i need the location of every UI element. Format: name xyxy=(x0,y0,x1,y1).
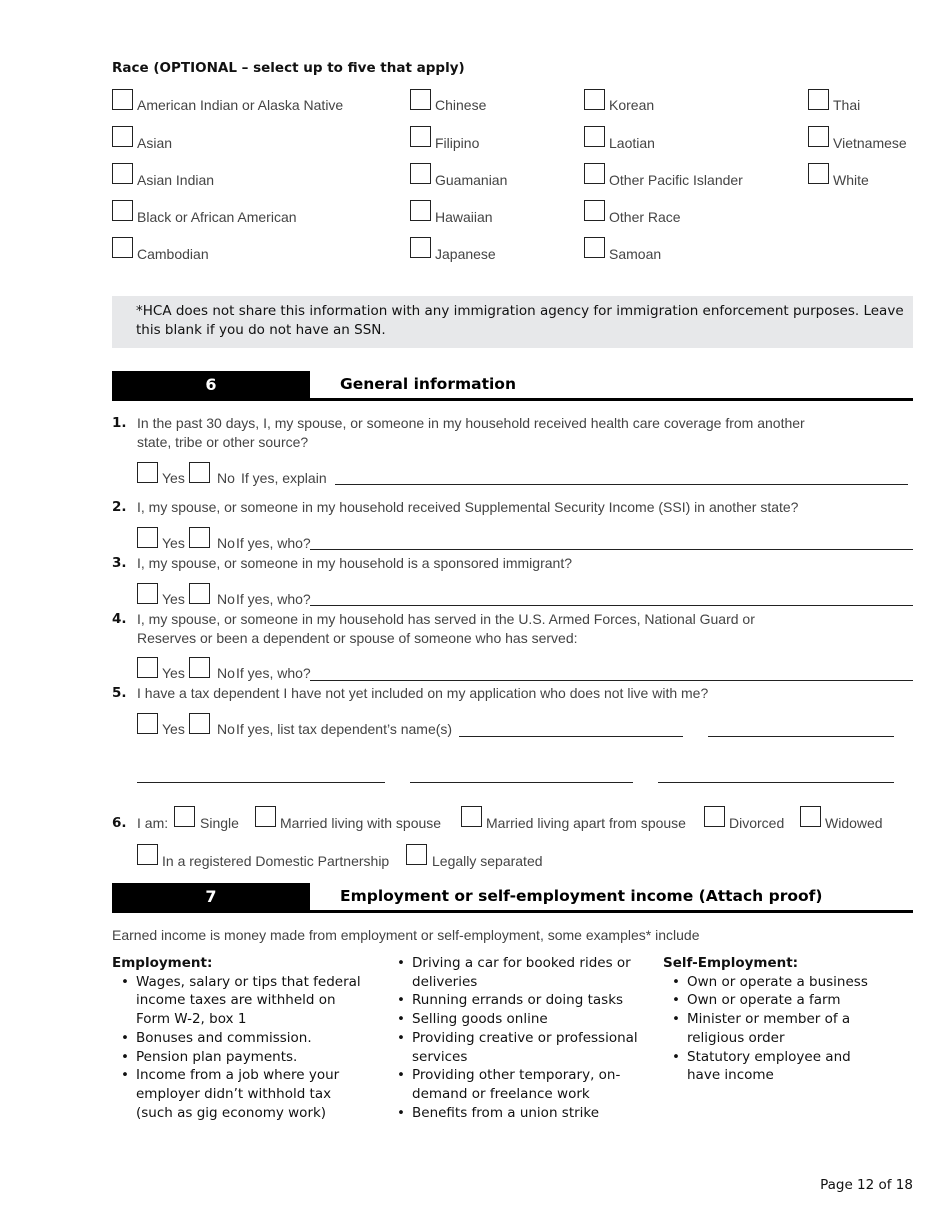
question-1-text: In the past 30 days, I, my spouse, or someone in my household received health care coverage from another state, tribe or other source? xyxy=(137,415,805,450)
question-5-no-checkbox[interactable] xyxy=(189,713,210,734)
question-5-yes-checkbox[interactable] xyxy=(137,713,158,734)
question-4-who-line[interactable] xyxy=(310,680,913,681)
immigration-note-text: *HCA does not share this information with any immigration agency for immigration enforcement purposes. Leave this blank if you do not have an SSN. xyxy=(136,303,904,338)
gig-work-column xyxy=(388,954,638,1122)
section-7-title: Employment or self-employment income (Attach proof) xyxy=(340,887,823,905)
race-label-vietnamese: Vietnamese xyxy=(833,135,907,151)
question-5-name-line-4[interactable] xyxy=(410,782,633,783)
marital-domestic-partnership-checkbox[interactable] xyxy=(137,844,158,865)
section-6-title: General information xyxy=(340,375,516,393)
question-4-number: 4. xyxy=(112,611,127,627)
earned-income-intro: Earned income is money made from employment or self-employment, some examples* include xyxy=(112,927,700,943)
gig-work-item: • Running errands or doing tasks xyxy=(388,991,638,1010)
question-3-text: I, my spouse, or someone in my household is a sponsored immigrant? xyxy=(137,555,572,571)
question-2-no-label: No xyxy=(217,535,235,551)
question-5-followup-label: If yes, list tax dependent’s name(s) xyxy=(236,721,453,737)
marital-widowed-checkbox[interactable] xyxy=(800,806,821,827)
marital-married-with-spouse-label: Married living with spouse xyxy=(280,815,442,831)
marital-widowed-label: Widowed xyxy=(825,815,883,831)
employment-item: • Pension plan payments. xyxy=(112,1048,362,1067)
question-2-no-checkbox[interactable] xyxy=(189,527,210,548)
question-6-number: 6. xyxy=(112,815,127,831)
question-5-number: 5. xyxy=(112,685,127,701)
question-3-yes-label: Yes xyxy=(162,591,185,607)
race-checkbox-korean[interactable] xyxy=(584,89,605,110)
employment-heading: Employment: xyxy=(112,955,213,971)
self-employment-item: • Minister or member of a religious order xyxy=(663,1010,873,1047)
self-employment-item: • Statutory employee and have income xyxy=(663,1048,873,1085)
question-1-yes-label: Yes xyxy=(162,470,185,486)
question-4-followup-label: If yes, who? xyxy=(236,665,311,681)
gig-work-item: • Benefits from a union strike xyxy=(388,1104,638,1123)
race-label-asian-indian: Asian Indian xyxy=(137,172,215,188)
immigration-note xyxy=(112,296,913,348)
question-3-followup-label: If yes, who? xyxy=(236,591,311,607)
marital-label: I am: xyxy=(137,815,169,831)
question-2-yes-checkbox[interactable] xyxy=(137,527,158,548)
marital-married-with-spouse-checkbox[interactable] xyxy=(255,806,276,827)
question-5-name-line-1[interactable] xyxy=(459,736,683,737)
section-6-number: 6 xyxy=(112,371,310,398)
race-label-other-pacific-islander: Other Pacific Islander xyxy=(609,172,743,188)
section-6-header xyxy=(112,371,913,401)
question-3-no-checkbox[interactable] xyxy=(189,583,210,604)
race-label-other-race: Other Race xyxy=(609,209,681,225)
question-1-yes-checkbox[interactable] xyxy=(137,462,158,483)
question-1-number: 1. xyxy=(112,415,127,431)
question-1-followup-label: If yes, explain xyxy=(241,470,327,486)
marital-legally-separated-label: Legally separated xyxy=(432,853,543,869)
race-label-hawaiian: Hawaiian xyxy=(435,209,493,225)
question-2-followup-label: If yes, who? xyxy=(236,535,311,551)
race-label-american-indian: American Indian or Alaska Native xyxy=(137,97,344,113)
race-checkbox-vietnamese[interactable] xyxy=(808,126,829,147)
race-checkbox-samoan[interactable] xyxy=(584,237,605,258)
question-5-no-label: No xyxy=(217,721,235,737)
gig-work-item: • Providing other temporary, on-demand or freelance work xyxy=(388,1066,638,1103)
marital-single-label: Single xyxy=(200,815,239,831)
marital-domestic-partnership-label: In a registered Domestic Partnership xyxy=(162,853,390,869)
race-label-filipino: Filipino xyxy=(435,135,480,151)
employment-item: • Bonuses and commission. xyxy=(112,1029,362,1048)
question-3-no-label: No xyxy=(217,591,235,607)
question-2-text: I, my spouse, or someone in my household received Supplemental Security Income (SSI) in another state? xyxy=(137,499,799,515)
question-1-no-checkbox[interactable] xyxy=(189,462,210,483)
marital-divorced-label: Divorced xyxy=(729,815,785,831)
race-label-korean: Korean xyxy=(609,97,655,113)
race-checkbox-chinese[interactable] xyxy=(410,89,431,110)
employment-item: • Wages, salary or tips that federal income taxes are withheld on Form W-2, box 1 xyxy=(112,973,362,1029)
race-label-white: White xyxy=(833,172,869,188)
self-employment-item: • Own or operate a business xyxy=(663,973,873,992)
race-label-black: Black or African American xyxy=(137,209,297,225)
race-checkbox-guamanian[interactable] xyxy=(410,163,431,184)
question-3-who-line[interactable] xyxy=(310,605,913,606)
marital-legally-separated-checkbox[interactable] xyxy=(406,844,427,865)
question-5-name-line-3[interactable] xyxy=(137,782,385,783)
gig-work-item: • Selling goods online xyxy=(388,1010,638,1029)
question-1-explain-line[interactable] xyxy=(335,484,908,485)
question-4-yes-checkbox[interactable] xyxy=(137,657,158,678)
employment-column xyxy=(112,954,362,1122)
self-employment-item: • Own or operate a farm xyxy=(663,991,873,1010)
question-4-yes-label: Yes xyxy=(162,665,185,681)
gig-work-item: • Providing creative or professional services xyxy=(388,1029,638,1066)
question-3-yes-checkbox[interactable] xyxy=(137,583,158,604)
question-5-yes-label: Yes xyxy=(162,721,185,737)
page-number: Page 12 of 18 xyxy=(820,1177,913,1193)
question-5-text: I have a tax dependent I have not yet included on my application who does not live with me? xyxy=(137,685,709,701)
race-checkbox-hawaiian[interactable] xyxy=(410,200,431,221)
self-employment-column xyxy=(663,954,873,1085)
race-checkbox-other-race[interactable] xyxy=(584,200,605,221)
race-checkbox-other-pacific-islander[interactable] xyxy=(584,163,605,184)
race-checkbox-asian-indian[interactable] xyxy=(112,163,133,184)
question-4-no-checkbox[interactable] xyxy=(189,657,210,678)
section-7-number: 7 xyxy=(112,883,310,910)
race-checkbox-white[interactable] xyxy=(808,163,829,184)
gig-work-item: • Driving a car for booked rides or deliveries xyxy=(388,954,638,991)
marital-divorced-checkbox[interactable] xyxy=(704,806,725,827)
question-4-no-label: No xyxy=(217,665,235,681)
race-label-laotian: Laotian xyxy=(609,135,655,151)
race-checkbox-american-indian[interactable] xyxy=(112,89,133,110)
race-checkbox-black[interactable] xyxy=(112,200,133,221)
question-2-number: 2. xyxy=(112,499,127,515)
race-checkbox-thai[interactable] xyxy=(808,89,829,110)
race-label-cambodian: Cambodian xyxy=(137,246,209,262)
race-checkbox-asian[interactable] xyxy=(112,126,133,147)
race-checkbox-cambodian[interactable] xyxy=(112,237,133,258)
question-2-yes-label: Yes xyxy=(162,535,185,551)
race-checkbox-japanese[interactable] xyxy=(410,237,431,258)
race-label-japanese: Japanese xyxy=(435,246,496,262)
marital-single-checkbox[interactable] xyxy=(174,806,195,827)
race-label-samoan: Samoan xyxy=(609,246,662,262)
section-7-header xyxy=(112,883,913,913)
race-checkbox-laotian[interactable] xyxy=(584,126,605,147)
question-4-text: I, my spouse, or someone in my household has served in the U.S. Armed Forces, National Guard or Reserves or been a dependent or spouse of someone who has served: xyxy=(137,611,755,646)
race-label-thai: Thai xyxy=(833,97,861,113)
race-checkbox-filipino[interactable] xyxy=(410,126,431,147)
employment-item: • Income from a job where your employer didn’t withhold tax (such as gig economy work) xyxy=(112,1066,362,1122)
marital-married-apart-checkbox[interactable] xyxy=(461,806,482,827)
self-employment-heading: Self-Employment: xyxy=(663,955,799,971)
race-label-guamanian: Guamanian xyxy=(435,172,508,188)
question-5-name-line-5[interactable] xyxy=(658,782,894,783)
question-3-number: 3. xyxy=(112,555,127,571)
question-1-no-label: No xyxy=(217,470,235,486)
race-section-title: Race (OPTIONAL – select up to five that apply) xyxy=(112,60,465,76)
marital-married-apart-label: Married living apart from spouse xyxy=(486,815,686,831)
race-label-asian: Asian xyxy=(137,135,173,151)
question-5-name-line-2[interactable] xyxy=(708,736,894,737)
race-label-chinese: Chinese xyxy=(435,97,487,113)
question-2-who-line[interactable] xyxy=(310,549,913,550)
